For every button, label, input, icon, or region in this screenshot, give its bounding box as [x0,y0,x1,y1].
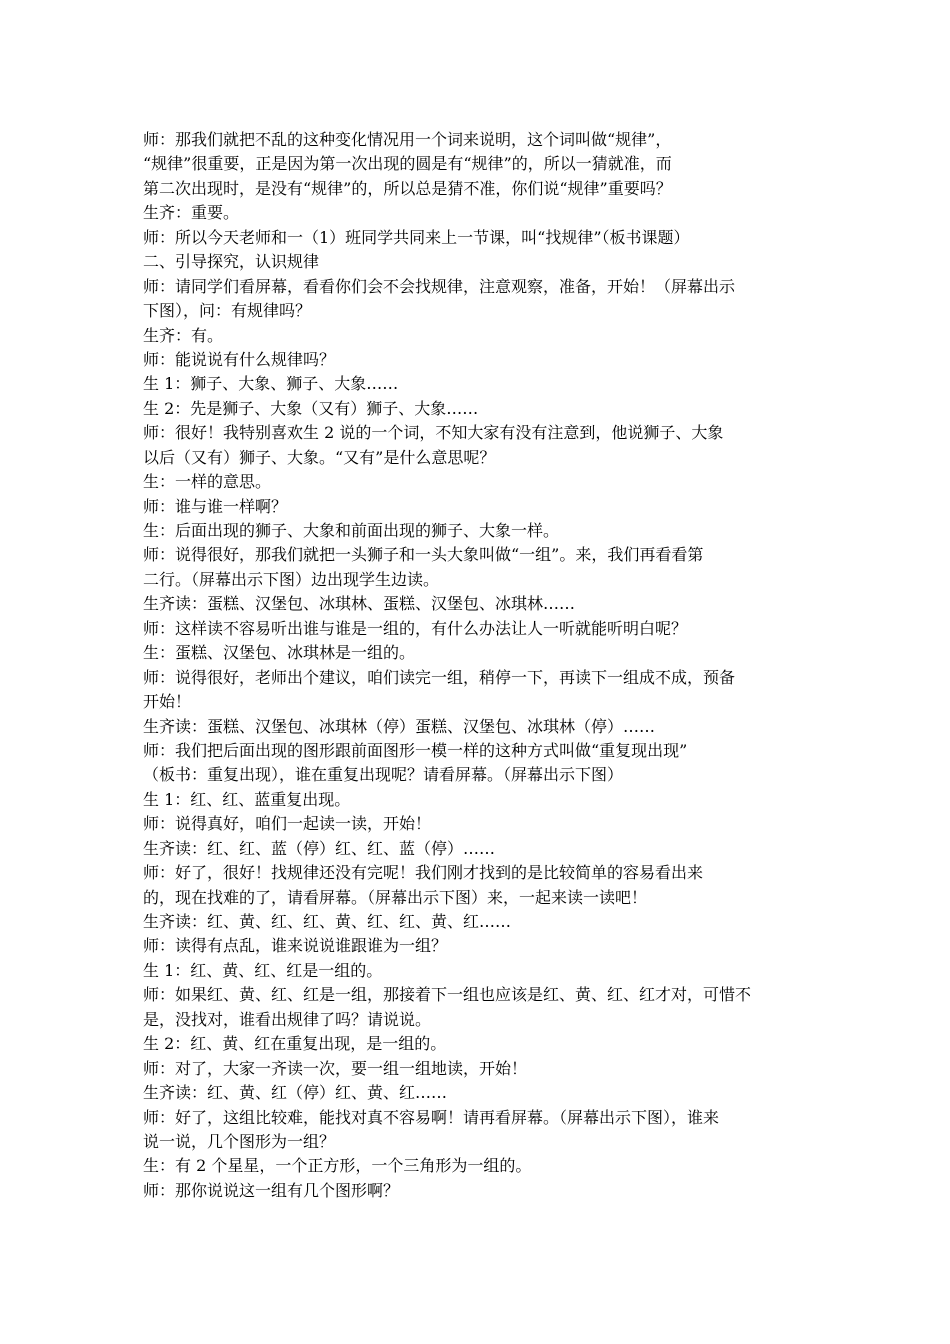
text-line: 师：谁与谁一样啊？ [143,496,288,516]
text-line: 生：有 2 个星星，一个正方形，一个三角形为一组的。 [143,1156,532,1176]
text-line: 生齐读：红、黄、红、红、黄、红、红、黄、红…… [143,912,512,931]
text-line: 师：我们把后面出现的图形跟前面图形一模一样的这种方式叫做“重复现出现” [143,740,688,760]
text-line: 开始！ [143,692,192,712]
text-line: 生齐读：蛋糕、汉堡包、冰琪林、蛋糕、汉堡包、冰琪林…… [143,594,576,614]
text-line: 师：那我们就把不乱的这种变化情况用一个词来说明，这个词叫做“规律”， [143,130,672,149]
text-line: 师：读得有点乱，谁来说说谁跟谁为一组？ [143,936,448,956]
text-line: 师：请同学们看屏幕，看看你们会不会找规律，注意观察，准备，开始！（屏幕出示 [143,276,736,296]
text-line: 的，现在找难的了，请看屏幕。（屏幕出示下图）来，一起来读一读吧！ [143,887,648,907]
text-line: 二、引导探究，认识规律 [143,252,320,272]
text-line: 师：这样读不容易听出谁与谁是一组的，有什么办法让人一听就能听明白呢？ [143,618,688,638]
text-line: 生：后面出现的狮子、大象和前面出现的狮子、大象一样。 [143,521,560,540]
text-line: 师：所以今天老师和一（1）班同学共同来上一节课，叫“找规律”（板书课题） [143,227,690,247]
text-line: 师：好了，很好！找规律还没有完呢！我们刚才找到的是比较简单的容易看出来 [143,863,704,883]
text-line: “规律”很重要，正是因为第一次出现的圆是有“规律”的，所以一猜就准，而 [143,154,672,174]
text-line: 是，没找对，谁看出规律了吗？请说说。 [143,1009,432,1029]
text-line: 生 1：红、红、蓝重复出现。 [143,789,351,809]
text-line: 生：一样的意思。 [143,472,272,492]
text-line: 生 1：红、黄、红、红是一组的。 [143,960,383,980]
text-line: 师：说得很好，老师出个建议，咱们读完一组，稍停一下，再读下一组成不成，预备 [143,667,736,687]
text-line: 二行。（屏幕出示下图）边出现学生边读。 [143,569,440,589]
text-line: 说一说，几个图形为一组？ [143,1131,336,1151]
text-line: （板书：重复出现），谁在重复出现呢？请看屏幕。（屏幕出示下图） [143,765,624,785]
text-line: 以后（又有）狮子、大象。“又有”是什么意思呢？ [143,447,496,467]
text-line: 师：如果红、黄、红、红是一组，那接着下一组也应该是红、黄、红、红才对，可惜不 [143,985,752,1005]
text-line: 生 1：狮子、大象、狮子、大象…… [143,374,399,394]
text-line: 下图），问：有规律吗？ [143,301,312,321]
text-line: 师：很好！我特别喜欢生 2 说的一个词，不知大家有没有注意到，他说狮子、大象 [143,423,724,443]
text-line: 师：那你说说这一组有几个图形啊？ [143,1180,400,1200]
text-line: 生齐读：蛋糕、汉堡包、冰琪林（停）蛋糕、汉堡包、冰琪林（停）…… [143,716,656,736]
text-line: 师：说得很好，那我们就把一头狮子和一头大象叫做“一组”。来，我们再看看第 [143,545,704,565]
text-line: 生齐读：红、红、蓝（停）红、红、蓝（停）…… [143,838,496,858]
text-line: 生齐：有。 [143,325,224,345]
document-body [143,128,808,1203]
text-line: 生 2：红、黄、红在重复出现，是一组的。 [143,1034,447,1054]
text-line: 生 2：先是狮子、大象（又有）狮子、大象…… [143,398,479,418]
text-line: 师：能说说有什么规律吗？ [143,349,336,369]
text-line: 生齐：重要。 [143,203,240,223]
text-line: 生齐读：红、黄、红（停）红、黄、红…… [143,1083,448,1103]
text-line: 师：对了，大家一齐读一次，要一组一组地读，开始！ [143,1058,528,1078]
text-line: 第二次出现时，是没有“规律”的，所以总是猜不准，你们说“规律”重要吗？ [143,178,672,198]
text-line: 师：好了，这组比较难，能找对真不容易啊！请再看屏幕。（屏幕出示下图），谁来 [143,1107,720,1127]
text-line: 生：蛋糕、汉堡包、冰琪林是一组的。 [143,643,416,663]
text-line: 师：说得真好，咱们一起读一读，开始！ [143,814,432,834]
